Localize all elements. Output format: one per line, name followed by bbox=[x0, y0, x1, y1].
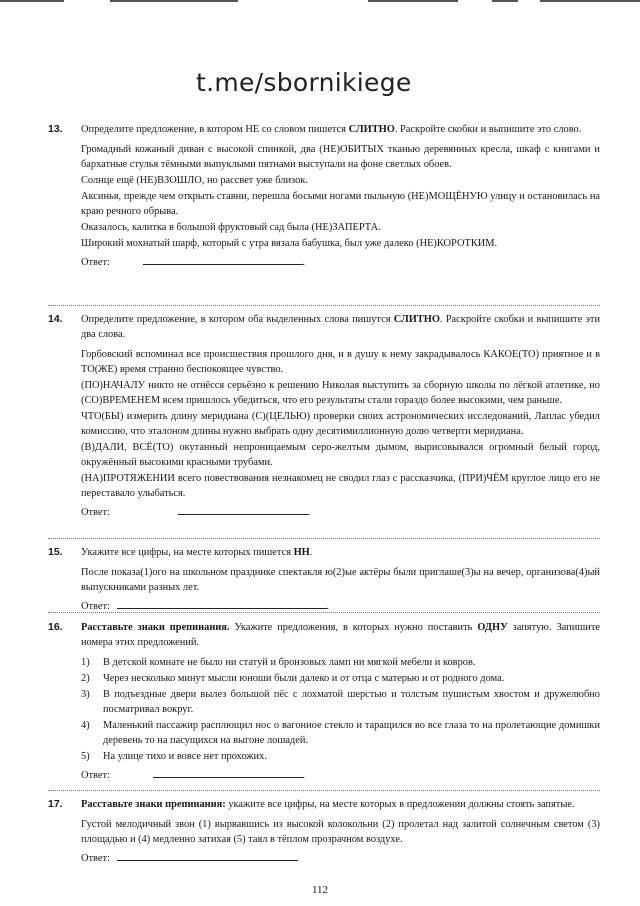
answer-label: Ответ: bbox=[81, 601, 110, 612]
question-number: 13. bbox=[48, 123, 63, 135]
separator bbox=[48, 790, 600, 791]
list-item: 3) В подъездные двери вылез большой пёс с лохматой шерстью и толстым пушистым хвостом и дружелюбно посматривал вокруг. bbox=[81, 689, 600, 715]
separator bbox=[48, 538, 600, 539]
question-instruction: Укажите все цифры, на месте которых пишется НН. bbox=[81, 547, 313, 558]
answer-field[interactable]: Ответ: . bbox=[81, 598, 600, 614]
list-item: 1) В детской комнате не было ни статуй и бронзовых ламп ни мягкой мебели и ковров. bbox=[81, 657, 476, 668]
list-item: 2) Через несколько минут мысли юноши были далеко и от отца с матерью и от родного дома. bbox=[81, 673, 505, 684]
sentence: После показа(1)ого на школьном празднике спектакля ю(2)ые актёры были приглаше(3)ы на вечер, организова(4)ый выпускниками разных лет. bbox=[81, 567, 600, 593]
sentence: Аксинья, прежде чем открыть ставни, перешла босыми ногами пыльную (НЕ)МОЩЁНУЮ улицу и остановилась на краю речного обрыва. bbox=[81, 191, 600, 217]
question-14 bbox=[48, 312, 600, 520]
page-number: 112 bbox=[311, 884, 329, 896]
answer-line[interactable] bbox=[178, 504, 308, 515]
sentence: (НА)ПРОТЯЖЕНИИ всего повествования незнакомец не сводил глаз с рассказчика, (ПРИ)ЧЁМ круглое лицо его не переставало улыбаться. bbox=[81, 473, 600, 499]
answer-field[interactable]: Ответ: . bbox=[81, 767, 600, 783]
sentence: Громадный кожаный диван с высокой спинкой, два (НЕ)ОБИТЫХ тканью деревянных кресла, шкаф с книгами и бархатные стулья тёмными выпуклыми пятнами выступали на фоне светлых обоев. bbox=[81, 144, 600, 170]
sentence: Густой мелодичный звон (1) вырвавшись из высокой колокольни (2) пролетал над залитой солнечным светом (3) площадью и (4) медленно затихая (5) таял в тёплом прозрачном воздухе. bbox=[81, 819, 600, 845]
top-edge-line bbox=[368, 0, 458, 2]
sentence: Оказалось, калитка в большой фруктовый сад была (НЕ)ЗАПЕРТА. bbox=[81, 222, 381, 233]
answer-label: Ответ: bbox=[81, 770, 110, 781]
question-13 bbox=[48, 122, 600, 270]
top-edge-line bbox=[0, 0, 64, 2]
sentence: Солнце ещё (НЕ)ВЗОШЛО, но рассвет уже близок. bbox=[81, 175, 308, 186]
top-edge-line bbox=[540, 0, 640, 2]
answer-label: Ответ: bbox=[81, 257, 110, 268]
answer-line[interactable] bbox=[143, 254, 303, 265]
list-item: 4) Маленький пассажир расплющил нос о вагонное стекло и таращился во все глаза то на пролетающие домишки деревень то на пасущихся на выгоне лошадей. bbox=[81, 720, 600, 746]
question-number: 14. bbox=[48, 313, 63, 325]
top-edge-line bbox=[110, 0, 238, 2]
watermark: t.me/sbornikiege bbox=[196, 68, 412, 97]
question-16 bbox=[48, 620, 600, 783]
question-number: 17. bbox=[48, 798, 63, 810]
top-edge-line bbox=[492, 0, 518, 2]
answer-line[interactable] bbox=[117, 850, 297, 861]
answer-line[interactable] bbox=[153, 767, 303, 778]
sentence: (В)ДАЛИ, ВСЁ(ТО) окутанный непроницаемым серо-желтым дымом, вырисовывался огромный белый город, окружённый высокими красными трубами. bbox=[81, 442, 600, 468]
question-number: 15. bbox=[48, 546, 63, 558]
answer-field[interactable]: Ответ: . bbox=[81, 254, 600, 270]
question-instruction: Расставьте знаки препинания: укажите все цифры, на месте которых в предложении должны стоять запятые. bbox=[81, 799, 575, 810]
sentence: (ПО)НАЧАЛУ никто не отнёсся серьёзно к решению Николая выступить за сборную школы по лёгкой атлетике, но (СО)ВРЕМЕНЕМ всем пришлось убедиться, что его результаты стали гораздо более высокими, чем раньше. bbox=[81, 380, 600, 406]
question-number: 16. bbox=[48, 621, 63, 633]
question-instruction: Определите предложение, в котором оба выделенных слова пишутся СЛИТНО. Раскройте скобки и выпишите эти два слова. bbox=[81, 314, 600, 340]
answer-label: Ответ: bbox=[81, 507, 110, 518]
answer-field[interactable]: Ответ: . bbox=[81, 504, 600, 520]
question-instruction: Расставьте знаки препинания. Укажите предложения, в которых нужно поставить ОДНУ запятую. Запишите номера этих предложений. bbox=[81, 622, 600, 648]
sentence: ЧТО(БЫ) измерить длину меридиана (С)(ЦЕЛЬЮ) проверки своих астрономических исследований, Лаплас убедил комиссию, что эталоном длины нужно выбрать одну десятимиллионную долю четверти меридиана. bbox=[81, 411, 600, 437]
separator bbox=[48, 305, 600, 306]
sentence: Широкий мохнатый шарф, который с утра вязала бабушка, был уже далеко (НЕ)КОРОТКИМ. bbox=[81, 238, 498, 249]
answer-line[interactable] bbox=[117, 598, 327, 609]
answer-field[interactable]: Ответ: . bbox=[81, 850, 600, 866]
separator bbox=[48, 612, 600, 613]
question-17 bbox=[48, 797, 600, 866]
question-instruction: Определите предложение, в котором НЕ со словом пишется СЛИТНО. Раскройте скобки и выпишите это слово. bbox=[81, 124, 582, 135]
sentence: Горбовский вспоминал все происшествия прошлого дня, и в душу к нему закрадывалось КАКОЕ(ТО) приятное и в ТО(ЖЕ) время странно беспокоящее чувство. bbox=[81, 349, 600, 375]
answer-label: Ответ: bbox=[81, 853, 110, 864]
question-15 bbox=[48, 545, 600, 614]
list-item: 5) На улице тихо и вовсе нет прохожих. bbox=[81, 751, 267, 762]
